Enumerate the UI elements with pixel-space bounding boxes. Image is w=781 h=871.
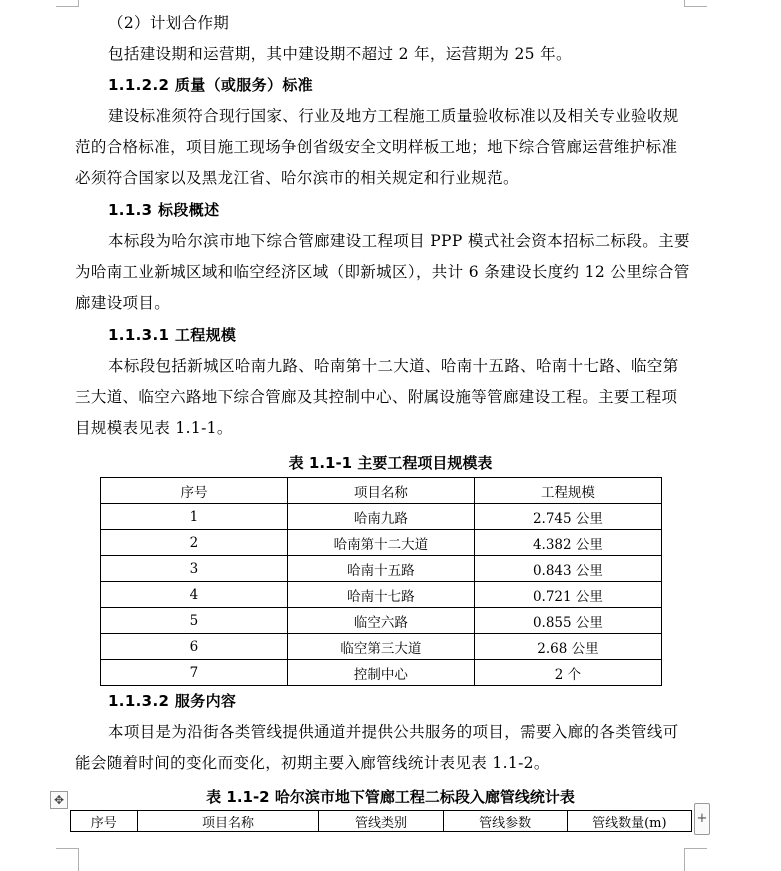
paragraph: 范的合格标准，项目施工现场争创省级安全文明样板工地；地下综合管廊运营维护标准 [75, 138, 678, 156]
paragraph: 必须符合国家以及黑龙江省、哈尔滨市的相关规定和行业规范。 [75, 169, 519, 187]
table-cell: 0.843 公里 [474, 556, 661, 582]
table-cell: 哈南十五路 [287, 556, 474, 582]
table-cell: 临空第三大道 [287, 634, 474, 660]
table-cell: 2 个 [474, 660, 661, 686]
margin-corner-mark [56, 848, 79, 871]
section-heading: 1.1.3.1 工程规模 [108, 326, 237, 344]
table-row [101, 608, 662, 634]
paragraph: 廊建设项目。 [75, 294, 171, 312]
section-heading: 1.1.3 标段概述 [108, 201, 220, 219]
paragraph: 包括建设期和运营期，其中建设期不超过 2 年，运营期为 25 年。 [108, 45, 572, 63]
column-header: 项目名称 [287, 478, 474, 504]
table-row [101, 556, 662, 582]
table-cell: 临空六路 [287, 608, 474, 634]
project-scale-table [100, 477, 662, 686]
move-arrows-icon[interactable]: ✥ [50, 791, 68, 809]
paragraph: 本项目是为沿街各类管线提供通道并提供公共服务的项目，需要入廊的各类管线可 [108, 723, 679, 741]
paragraph: 建设标准须符合现行国家、行业及地方工程施工质量验收标准以及相关专业验收规 [108, 107, 679, 125]
paragraph: 本标段为哈尔滨市地下综合管廊建设工程项目 PPP 模式社会资本招标二标段。主要 [108, 232, 690, 250]
table-cell: 2.745 公里 [474, 504, 661, 530]
column-header: 序号 [71, 811, 138, 832]
column-header: 序号 [101, 478, 288, 504]
column-header: 项目名称 [137, 811, 319, 832]
table-caption: 表 1.1-2 哈尔滨市地下管廊工程二标段入廊管线统计表 [206, 788, 575, 806]
table-cell: 3 [101, 556, 288, 582]
column-header: 工程规模 [474, 478, 661, 504]
margin-corner-mark [684, 848, 707, 871]
table-header-row [101, 478, 662, 504]
table-cell: 哈南十七路 [287, 582, 474, 608]
table-cell: 哈南第十二大道 [287, 530, 474, 556]
table-cell: 控制中心 [287, 660, 474, 686]
paragraph: （2）计划合作期 [108, 14, 230, 32]
column-header: 管线参数 [443, 811, 567, 832]
table-cell: 1 [101, 504, 288, 530]
margin-corner-mark [684, 0, 707, 7]
table-cell: 哈南九路 [287, 504, 474, 530]
paragraph: 三大道、临空六路地下综合管廊及其控制中心、附属设施等管廊建设工程。主要工程项 [75, 388, 678, 406]
paragraph: 能会随着时间的变化而变化，初期主要入廊管线统计表见表 1.1-2。 [75, 754, 550, 772]
table-cell: 2 [101, 530, 288, 556]
section-heading: 1.1.3.2 服务内容 [108, 692, 237, 710]
table-cell: 2.68 公里 [474, 634, 661, 660]
table-cell: 4.382 公里 [474, 530, 661, 556]
table-cell: 6 [101, 634, 288, 660]
paragraph: 目规模表见表 1.1-1。 [75, 419, 233, 437]
paragraph: 本标段包括新城区哈南九路、哈南第十二大道、哈南十五路、哈南十七路、临空第 [108, 357, 679, 375]
table-cell: 0.721 公里 [474, 582, 661, 608]
column-header: 管线类别 [319, 811, 443, 832]
table-row [101, 504, 662, 530]
pipeline-statistics-table [70, 810, 692, 832]
table-row [101, 660, 662, 686]
table-cell: 4 [101, 582, 288, 608]
table-cell: 7 [101, 660, 288, 686]
column-header: 管线数量(m) [567, 811, 691, 832]
table-row [101, 530, 662, 556]
table-row [101, 582, 662, 608]
section-heading: 1.1.2.2 质量（或服务）标准 [108, 76, 314, 94]
table-header-row [71, 811, 692, 832]
plus-icon[interactable]: + [694, 803, 710, 835]
table-row [101, 634, 662, 660]
table-caption: 表 1.1-1 主要工程项目规模表 [288, 454, 493, 472]
table-cell: 5 [101, 608, 288, 634]
margin-corner-mark [56, 0, 79, 7]
paragraph: 为哈南工业新城区域和临空经济区域（即新城区），共计 6 条建设长度约 12 公里综合管 [75, 263, 690, 281]
table-cell: 0.855 公里 [474, 608, 661, 634]
